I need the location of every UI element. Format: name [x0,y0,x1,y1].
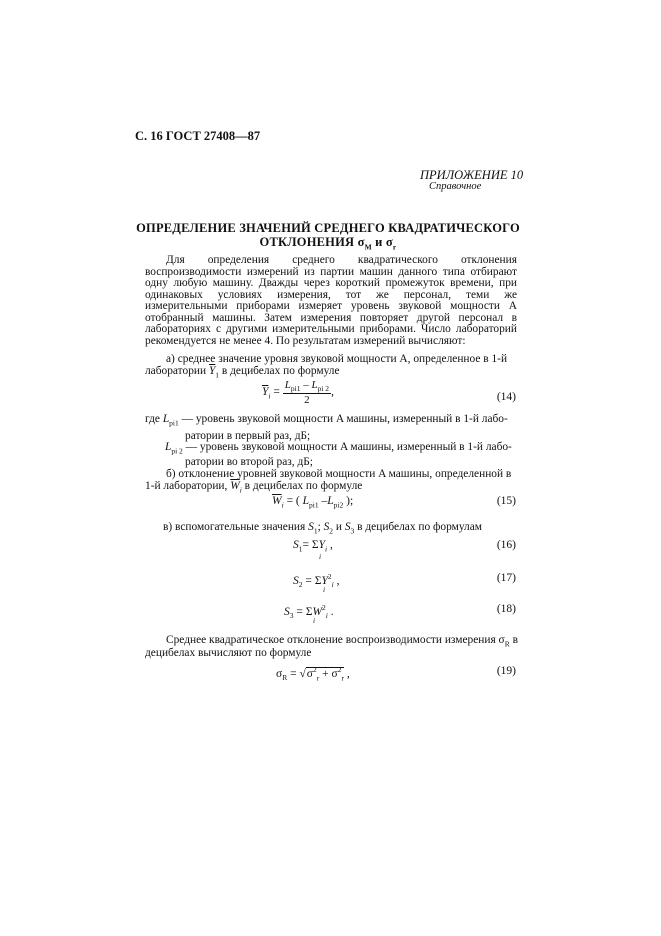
where-line1-cont: ратории в первый раз, дБ; [185,430,311,442]
where-line2: $L_{pi 2}$ — уровень звуковой мощности A машины, измеренный в 1-й лабо- [165,441,512,456]
item-c-line: в) вспомогательные значения $S_1$; $S_2$ и $S_3$ в децибелах по формулам [163,521,482,536]
equation-14: $\overline{Y}_i$ = $\frac{L_{pi1} - L_{pi 2}}{2}$ , [262,379,334,407]
equation-17: $S_2 = \Sigma Y^2_i$ , [293,572,340,590]
appendix-type: Справочное [429,181,482,192]
equation-19: $\sigma_R = √\sigma^2_r + \sigma^2_r$ , [276,665,350,683]
item-a-line1: а) среднее значение уровня звуковой мощности A, определенное в 1-й [166,353,508,365]
equation-17-number: (17) [496,572,516,584]
where-line1: где $L_{pi1}$ — уровень звуковой мощности A машины, измеренный в 1-й лабо- [145,413,508,428]
section-title-line2: ОТКЛОНЕНИЯ $\sigma_М$ и $\sigma_r$ [259,235,397,252]
eq18-sum-index: i [313,616,316,625]
equation-15: $\overline{W}_i$ = ( $L_{pi1}$ $-L_{pi2}$ ); [272,495,354,510]
equation-15-number: (15) [496,495,516,507]
final-text-line2: децибелах вычисляют по формуле [145,647,312,659]
item-b-line1: б) отклонение уровней звуковой мощности A машины, определенной в [166,468,512,480]
section-title-line1: ОПРЕДЕЛЕНИЕ ЗНАЧЕНИЙ СРЕДНЕГО КВАДРАТИЧЕСКОГО [136,221,520,235]
where-line2-cont: ратории во второй раз, дБ; [185,456,313,468]
eq16-sum-index: i [319,552,322,561]
equation-14-number: (14) [496,391,516,403]
intro-paragraph: Для определения среднего квадратического отклонения воспроизводимости измерений из партии машин данного типа отбирают одну любую машину. Дважды через короткий промежуток времени, при одинаковых условиях измерения, тот же персонал, теми же измерительными приборами измеряет уровень звуковой мощности A отобранный машины. Затем измерения повторяет другой персонал в лабораториях с другими измерительными приборами. Число лабораторий рекомендуется не менее 4. По результатам измерений вычисляют: [145,254,517,347]
eq14-fraction: $\frac{L_{pi1} - L_{pi 2}}{2}$ [284,379,330,407]
item-b-line2: 1-й лаборатории, $\overline{W}_i$ в децибелах по формуле [145,480,363,495]
eq17-sum-index: i [323,585,326,594]
equation-18: $S_3 = \Sigma W^2_i$ . [284,603,334,621]
equation-19-number: (19) [496,665,516,677]
appendix-label: ПРИЛОЖЕНИЕ 10 [420,168,524,182]
equation-16: $S_1= \Sigma Y_i$ , [293,539,333,554]
final-text-line1: Среднее квадратическое отклонение воспроизводимости измерения $\sigma_R$ в [166,634,518,649]
page-header: С. 16 ГОСТ 27408—87 [135,129,261,143]
equation-18-number: (18) [496,603,516,615]
item-a-line2: лаборатории $\overline{Y}_1$ в децибелах по формуле [145,365,340,380]
equation-16-number: (16) [496,539,516,551]
